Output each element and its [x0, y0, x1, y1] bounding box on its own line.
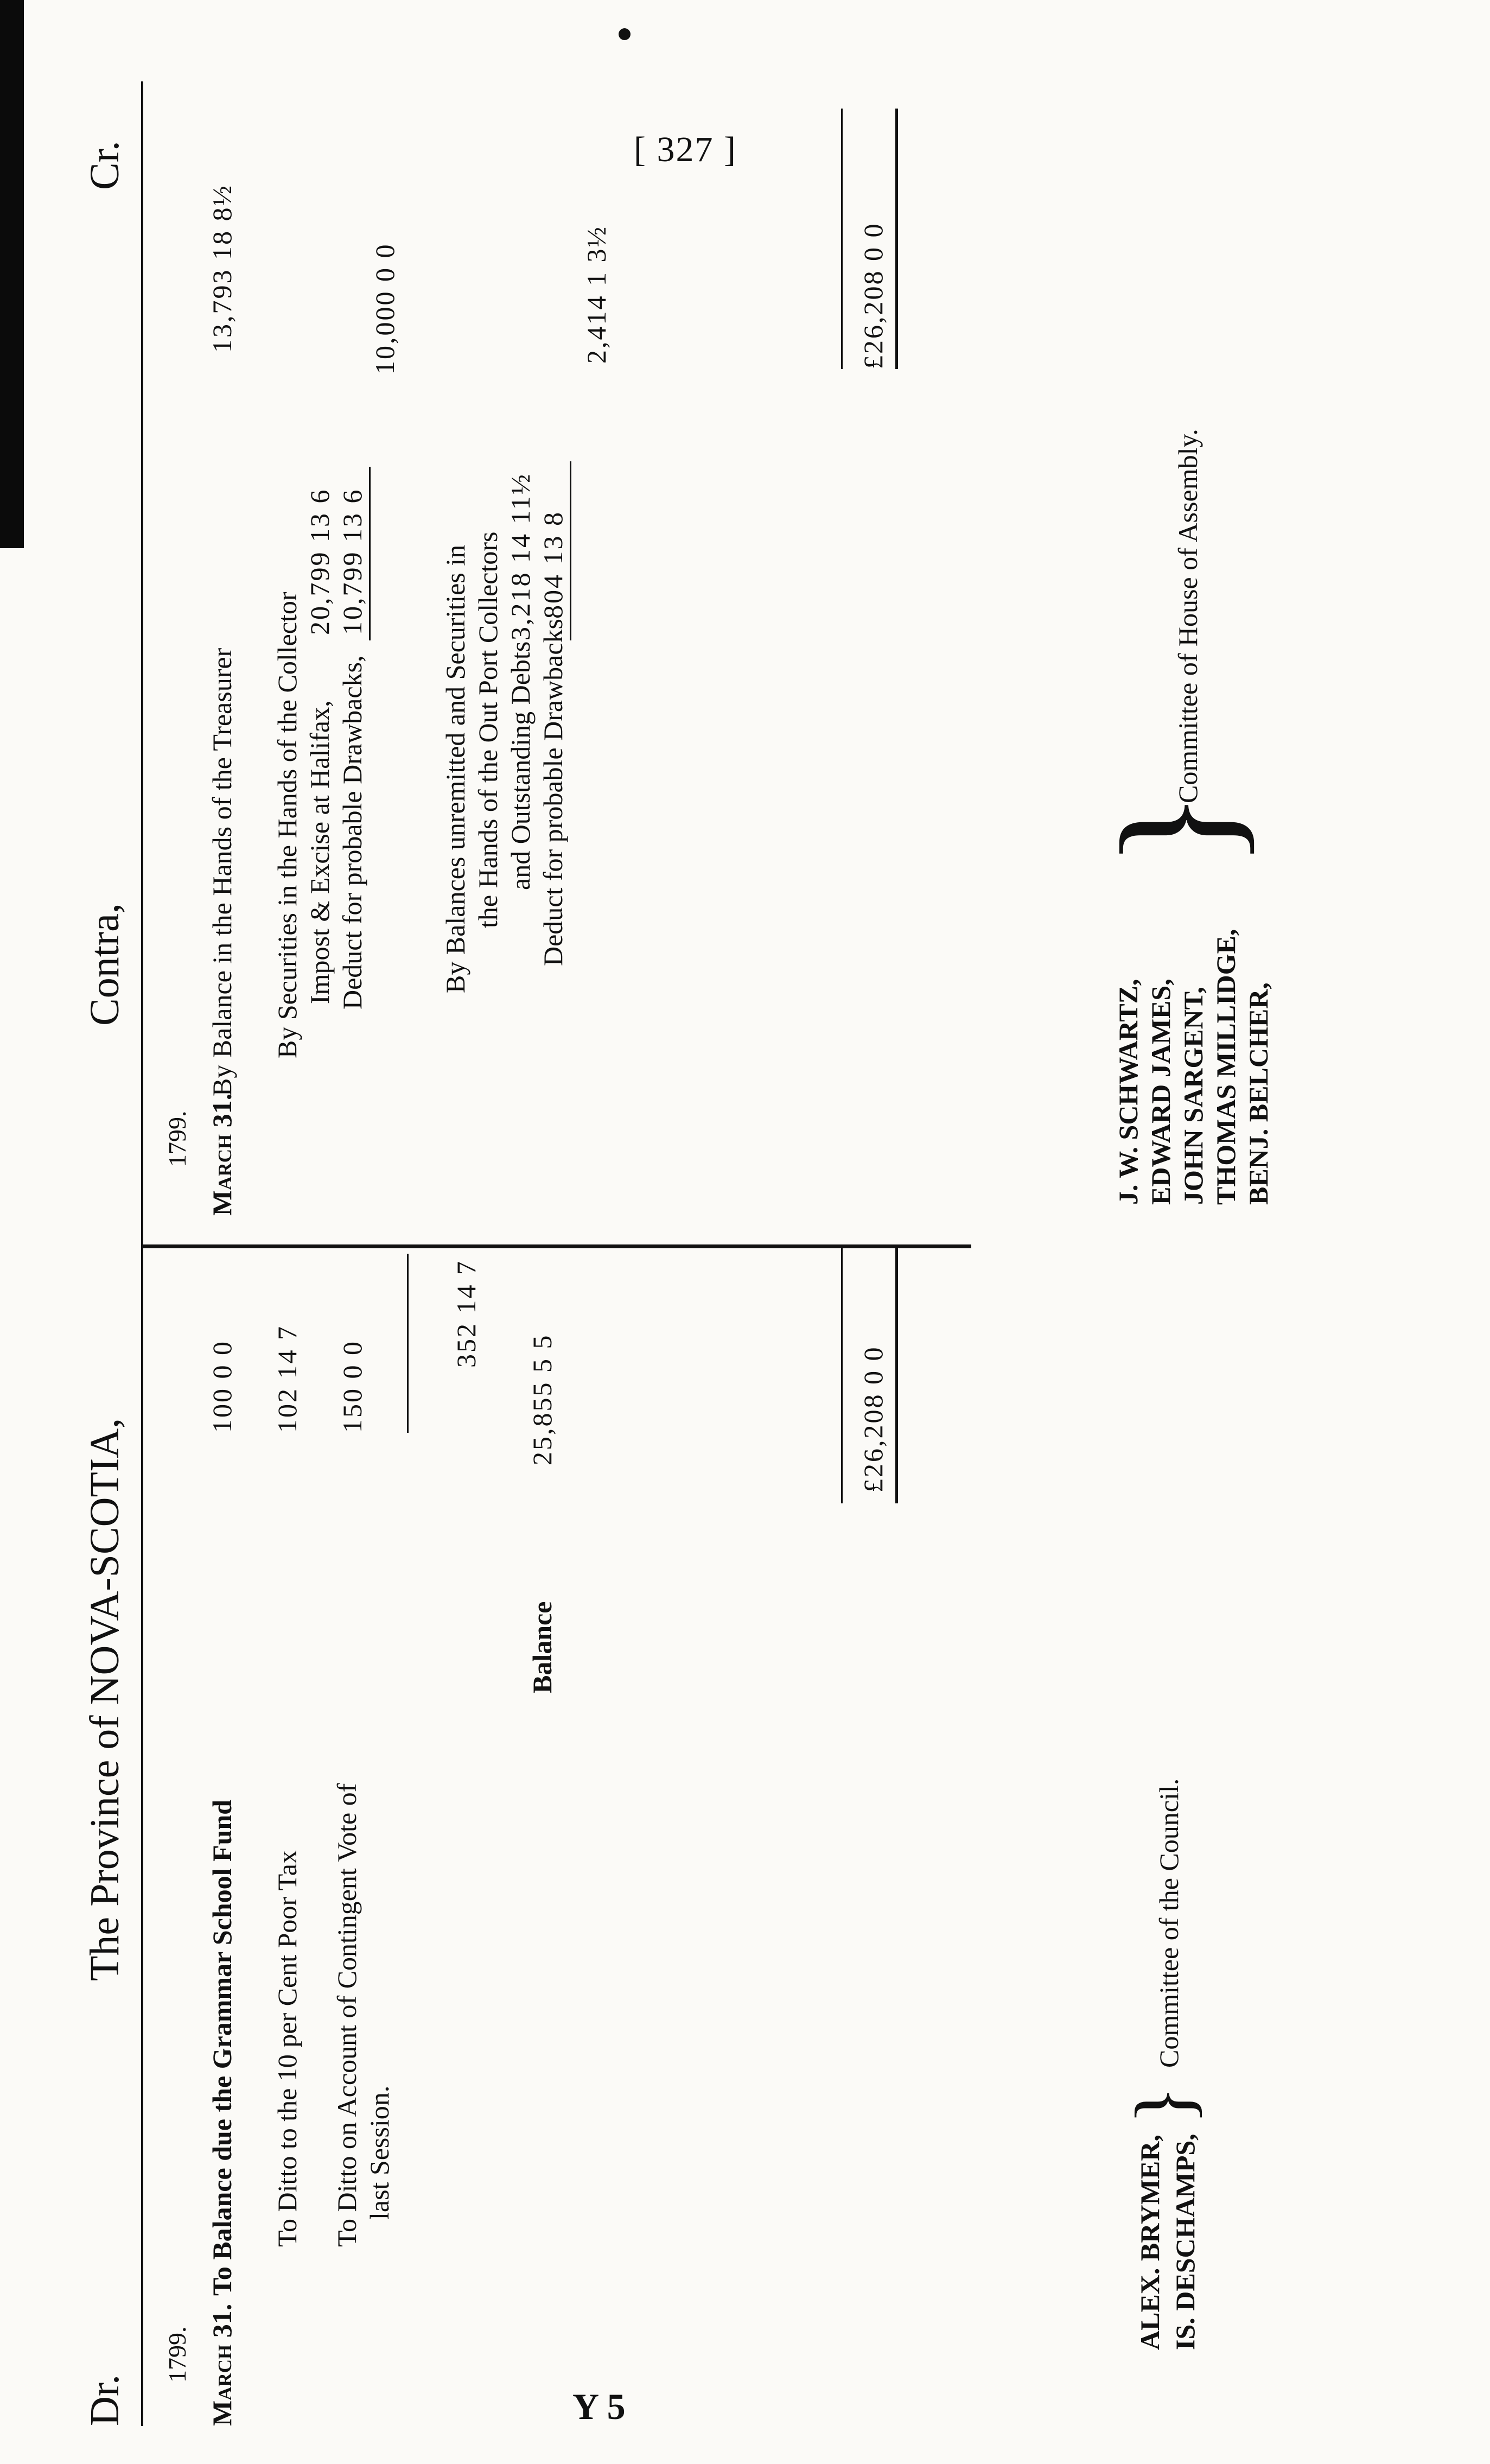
assembly-name-5: BENJ. BELCHER, [1243, 982, 1273, 1205]
debit-balance-amount: 25,855 5 5 [527, 1333, 557, 1465]
debit-entry-2-amount: 102 14 7 [272, 1325, 302, 1433]
credit-year: 1799. [163, 1110, 191, 1167]
debit-year: 1799. [163, 2326, 191, 2383]
debit-entry-2-text: To Ditto to the 10 per Cent Poor Tax [272, 1850, 302, 2247]
credit-total-rule-top [841, 109, 843, 369]
council-name-2: IS. DESCHAMPS, [1170, 2133, 1200, 2350]
debit-entry-3-continued: last Session. [364, 2085, 394, 2220]
credit-entry-3-line-3: and Outstanding Debts [505, 641, 536, 890]
debit-entry-1-amount: 100 0 0 [207, 1340, 237, 1433]
credit-entry-2-rule [369, 467, 371, 640]
center-divider [141, 1244, 971, 1248]
credit-total-rule-bottom [895, 109, 898, 369]
debit-entry-3-text: To Ditto on Account of Contingent Vote of [332, 1783, 362, 2247]
credit-entry-2-line-3: Deduct for probable Drawbacks, [337, 655, 367, 1009]
credit-entry-2-sub-2: 10,799 13 6 [337, 488, 367, 635]
assembly-name-3: JOHN SARGENT, [1178, 987, 1208, 1205]
ledger-title: The Province of NOVA-SCOTIA, [82, 1418, 128, 1981]
debit-total: £26,208 0 0 [858, 1345, 888, 1493]
debit-subtotal-rule [407, 1254, 409, 1433]
cr-label: Cr. [82, 141, 128, 190]
credit-date: March 31. [207, 1093, 237, 1216]
council-brace: } [1119, 2086, 1209, 2125]
credit-entry-2-line-2: Impost & Excise at Halifax, [304, 700, 335, 1004]
ledger-account [60, 81, 1308, 2426]
council-name-1: ALEX. BRYMER, [1135, 2135, 1165, 2350]
debit-date: March 31. [207, 2303, 237, 2426]
header-rule [141, 81, 143, 2426]
ink-dot [619, 28, 631, 40]
debit-balance-label: Balance [527, 1601, 557, 1693]
credit-entry-3-sub-1: 3,218 14 11½ [505, 472, 536, 640]
contra-label: Contra, [82, 903, 128, 1026]
binding-edge [0, 0, 24, 548]
credit-entry-3-amount: 2,414 1 3½ [581, 225, 612, 364]
council-label: Committee of the Council. [1154, 1778, 1184, 2068]
debit-entry-3-amount: 150 0 0 [337, 1340, 367, 1433]
credit-entry-2-sub-1: 20,799 13 6 [304, 488, 335, 635]
credit-entry-2-line-1: By Securities in the Hands of the Collector [272, 592, 302, 1058]
assembly-name-1: J. W. SCHWARTZ, [1113, 979, 1143, 1205]
assembly-name-4: THOMAS MILLIDGE, [1211, 929, 1241, 1205]
credit-entry-3-line-2: the Hands of the Out Port Collectors [473, 531, 503, 928]
assembly-label: Committee of House of Assembly. [1173, 429, 1203, 803]
credit-entry-2-amount: 10,000 0 0 [370, 243, 400, 374]
credit-total: £26,208 0 0 [858, 222, 888, 369]
page-number: [ 327 ] [634, 130, 737, 169]
debit-total-rule-top [841, 1248, 843, 1503]
debit-entry-1-text: To Balance due the Grammar School Fund [207, 1800, 237, 2296]
dr-label: Dr. [82, 2374, 128, 2426]
assembly-name-2: EDWARD JAMES, [1145, 979, 1176, 1205]
credit-entry-3-line-1: By Balances unremitted and Securities in [440, 544, 470, 993]
credit-entry-3-sub-2: 804 13 8 [538, 511, 568, 619]
credit-entry-1-text: By Balance in the Hands of the Treasurer [207, 647, 237, 1096]
assembly-brace: } [1087, 790, 1268, 868]
debit-subtotal: 352 14 7 [451, 1260, 481, 1368]
debit-total-rule-bottom [895, 1248, 898, 1503]
credit-entry-3-line-4: Deduct for probable Drawbacks [538, 618, 568, 966]
signature-mark: Y 5 [572, 2386, 626, 2427]
credit-entry-3-rule [570, 461, 571, 640]
credit-entry-1-amount: 13,793 18 8½ [207, 184, 237, 353]
